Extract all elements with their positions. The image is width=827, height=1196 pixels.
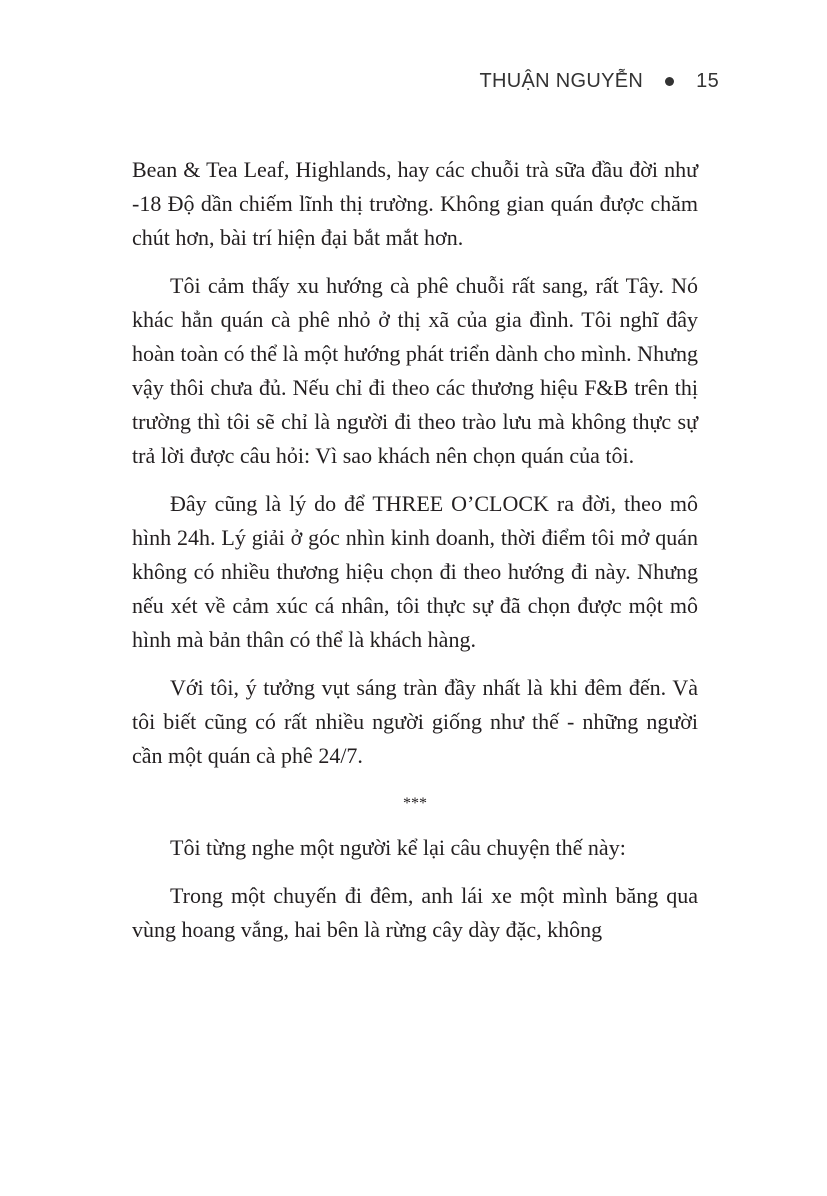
paragraph-2: Tôi cảm thấy xu hướng cà phê chuỗi rất sang, rất Tây. Nó khác hẳn quán cà phê nhỏ ở thị xã của gia đình. Tôi nghĩ đây hoàn toàn có thể là một hướng phát triển dành cho mình. Nhưng vậy thôi chưa đủ. Nếu chỉ đi theo các thương hiệu F&B trên thị trường thì tôi sẽ chỉ là người đi theo trào lưu mà không thực sự trả lời được câu hỏi: Vì sao khách nên chọn quán của tôi. <box>132 273 698 468</box>
paragraph-5: Tôi từng nghe một người kể lại câu chuyện thế này: <box>170 835 626 860</box>
paragraph-4: Với tôi, ý tưởng vụt sáng tràn đầy nhất là khi đêm đến. Và tôi biết cũng có rất nhiều người giống như thế - những người cần một quán cà phê 24/7. <box>132 675 698 768</box>
running-header <box>480 70 719 93</box>
paragraph-3: Đây cũng là lý do để THREE O’CLOCK ra đời, theo mô hình 24h. Lý giải ở góc nhìn kinh doanh, thời điểm tôi mở quán không có nhiều thương hiệu chọn đi theo hướng đi này. Nhưng nếu xét về cảm xúc cá nhân, tôi thực sự đã chọn được một mô hình mà bản thân có thể là khách hàng. <box>132 491 698 652</box>
bullet-separator-icon <box>665 77 674 86</box>
paragraph-1: Bean & Tea Leaf, Highlands, hay các chuỗi trà sữa đầu đời như -18 Độ dần chiếm lĩnh thị trường. Không gian quán được chăm chút hơn, bài trí hiện đại bắt mắt hơn. <box>132 157 698 250</box>
page-number: 15 <box>696 70 719 92</box>
page-body <box>132 153 698 961</box>
running-header-author: THUẬN NGUYỄN <box>479 70 644 92</box>
paragraph-6: Trong một chuyến đi đêm, anh lái xe một mình băng qua vùng hoang vắng, hai bên là rừng cây dày đặc, không <box>132 883 698 942</box>
section-separator: *** <box>403 795 427 812</box>
